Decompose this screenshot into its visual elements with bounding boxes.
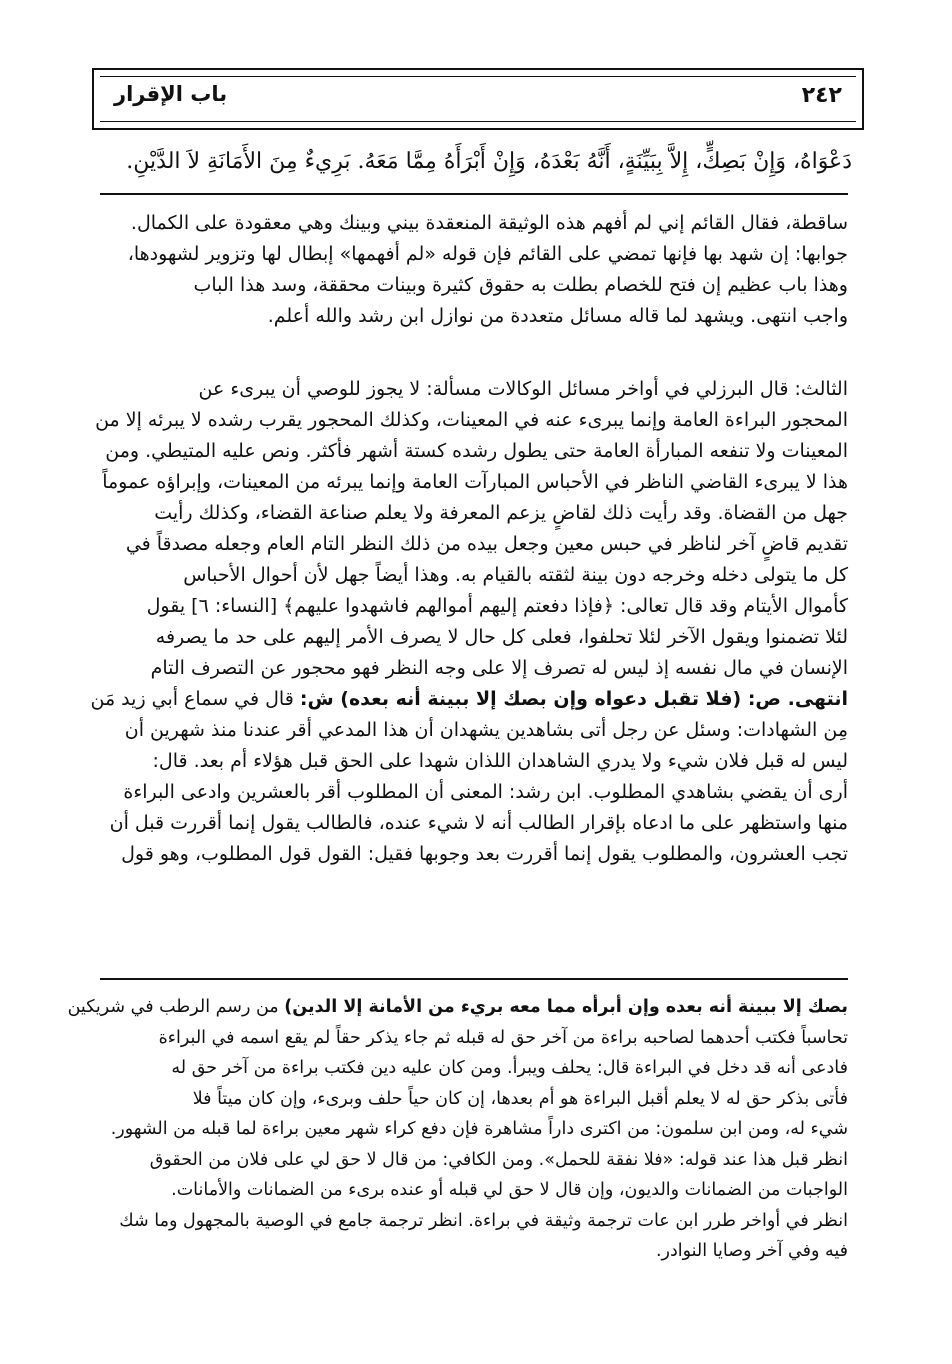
main-paragraph-1 — [100, 208, 848, 332]
text-line: المحجور البراءة العامة وإنما يبرىء عنه في المعينات، وكذلك المحجور يقرب رشده لا يبرئه إلا من — [95, 409, 848, 431]
divider-footnotes — [100, 978, 848, 980]
matn-text: دَعْوَاهُ، وَإِنْ بَصِكٍّ، إِلاَّ بِبَيِّنَةٍ، أَنَّهُ بَعْدَهُ، وَإِنْ أَبْرَأَهُ مِمَّا مَعَهُ. بَرِيءٌ مِنَ الأَمَانَةِ لاَ الدَّيْنِ. — [126, 149, 852, 174]
text-line: تقديم قاضٍ آخر لناظر في حبس معين وجعل بيده من ذلك النظر التام العام وجعله مصدقاً في — [125, 533, 848, 555]
main-paragraph-2 — [90, 374, 848, 870]
text-line: مِن الشهادات: وسئل عن رجل أتى بشاهدين يشهدان أن هذا المدعي أقر عندنا منذ شهرين أن — [124, 719, 848, 741]
text-line-quote — [90, 684, 848, 715]
text-line: تجب العشرون، والمطلوب يقول إنما أقررت بعد وجوبها فقيل: القول قول المطلوب، وهو قول — [121, 843, 848, 865]
text-line: كل ما يتولى دخله وخرجه دون بينة لثقته بالقيام به. وهذا أيضاً جهل لأن أحوال الأحباس — [183, 564, 848, 586]
footnotes — [67, 992, 848, 1267]
page-number: ٢٤٢ — [801, 83, 842, 108]
text-line: وهذا باب عظيم إن فتح للخصام بطلت به حقوق كثيرة وبينات محققة، وسد هذا الباب — [193, 274, 848, 296]
text-line: لئلا تضمنوا ويقول الآخر لئلا تحلفوا، فعلى كل حال لا يصرف الأمر إليهم على حد ما يصرفه — [155, 626, 848, 648]
quote-rest: قال في سماع أبي زيد مَن — [90, 688, 300, 710]
footnote-line: فيه وفي آخر وصايا النوادر. — [655, 1241, 848, 1261]
footnote-line: شيء له، ومن ابن سلمون: من اكترى داراً مشاهرة فإن دفع كراء شهر معين براءة لما قبله من الشهور. — [110, 1119, 848, 1139]
footnote-line: فادعى أنه قد دخل في البراءة قال: يحلف ويبرأ. ومن كان عليه دين فكتب براءة من آخر حق له — [171, 1058, 848, 1078]
footnote-line: الواجبات من الضمانات والديون، وإن قال لا حق لي قبله أو عنده برىء من الضمانات والأمانات. — [171, 1180, 848, 1200]
matn-quote: (فلا تقبل دعواه وإن بصك إلا ببينة أنه بعده) ش: — [299, 688, 742, 710]
text-line: هذا لا يبرىء القاضي الناظر في الأحباس المبارآت العامة وإنما يبرئه من المعينات، وإبراؤه عموماً — [102, 471, 848, 493]
footnote-line: تحاسباً فكتب أحدهما لصاحبه براءة من آخر حق له قبله ثم جاء يذكر حقاً لم يقع اسمه في البراءة — [158, 1027, 848, 1048]
text-line: الإنسان في مال نفسه إذ ليس له تصرف إلا على وجه النظر فهو محجور عن التصرف التام — [150, 657, 848, 679]
divider-top — [100, 193, 848, 195]
footnote-line: فأتى بذكر حق له لا يعلم أقبل البراءة هو أم بعدها، إن كان حياً حلف وبرىء، وإن كان ميتاً فلا — [192, 1088, 848, 1109]
text-line: منها واستظهر على ما ادعاه بإقرار الطالب أنه لا شيء عنده، فالطالب يقول إنما أقررت قبل أن — [109, 812, 848, 834]
text-line: أرى أن يقضي بشاهدي المطلوب. ابن رشد: المعنى أن المطلوب أقر بالعشرين وادعى البراءة — [123, 781, 848, 803]
text-line: ساقطة، فقال القائم إني لم أفهم هذه الوثيقة المنعقدة بيني وبينك وهي معقودة على الكمال. — [130, 212, 848, 234]
footnote-line: انظر في أواخر طرر ابن عات ترجمة وثيقة في براءة. انظر ترجمة جامع في الوصية بالمجهول وما شك — [119, 1210, 848, 1231]
text-line: جهل من القضاة. وقد رأيت ذلك لقاضٍ يزعم المعرفة ولا يعلم صناعة القضاء، وكذلك رأيت — [154, 502, 848, 524]
page-header — [92, 68, 864, 130]
text-line: ليس له قبل فلان شيء ولا يدري الشاهدان اللذان شهدا على الحق قبل هؤلاء أم بعد. قال: — [152, 750, 848, 772]
text-line: المعينات ولا تنفعه المبارأة العامة حتى يطول رشده كستة أشهر فأكثر. ونص عليه المتيطي. ومن — [105, 440, 848, 462]
chapter-title: باب الإقرار — [114, 82, 228, 106]
text-line: الثالث: قال البرزلي في أواخر مسائل الوكالات مسألة: لا يجوز للوصي أن يبرىء عن — [198, 378, 848, 400]
sad-marker: انتهى. ص: — [741, 688, 848, 710]
text-line: كأموال الأيتام وقد قال تعالى: ﴿فإذا دفعتم إليهم أموالهم فاشهدوا عليهم﴾ [النساء: ٦] يقول — [146, 595, 848, 617]
footnote-line-first — [67, 992, 848, 1023]
text-line: واجب انتهى. ويشهد لما قاله مسائل متعددة من نوازل ابن رشد والله أعلم. — [267, 305, 848, 327]
footnote-quote-rest: من رسم الرطب في شريكين — [67, 997, 285, 1017]
footnote-line: انظر قبل هذا عند قوله: «فلا نفقة للحمل». ومن الكافي: من قال لا حق لي على فلان من الحقوق — [149, 1149, 848, 1170]
text-line: جوابها: إن شهد بها فإنها تمضي على القائم فإن قوله «لم أفهمها» إبطال لها وتزوير لشهودها، — [127, 243, 848, 265]
footnote-quote: بصك إلا ببينة أنه بعده وإن أبرأه مما معه بريء من الأمانة إلا الدين) — [284, 997, 848, 1017]
